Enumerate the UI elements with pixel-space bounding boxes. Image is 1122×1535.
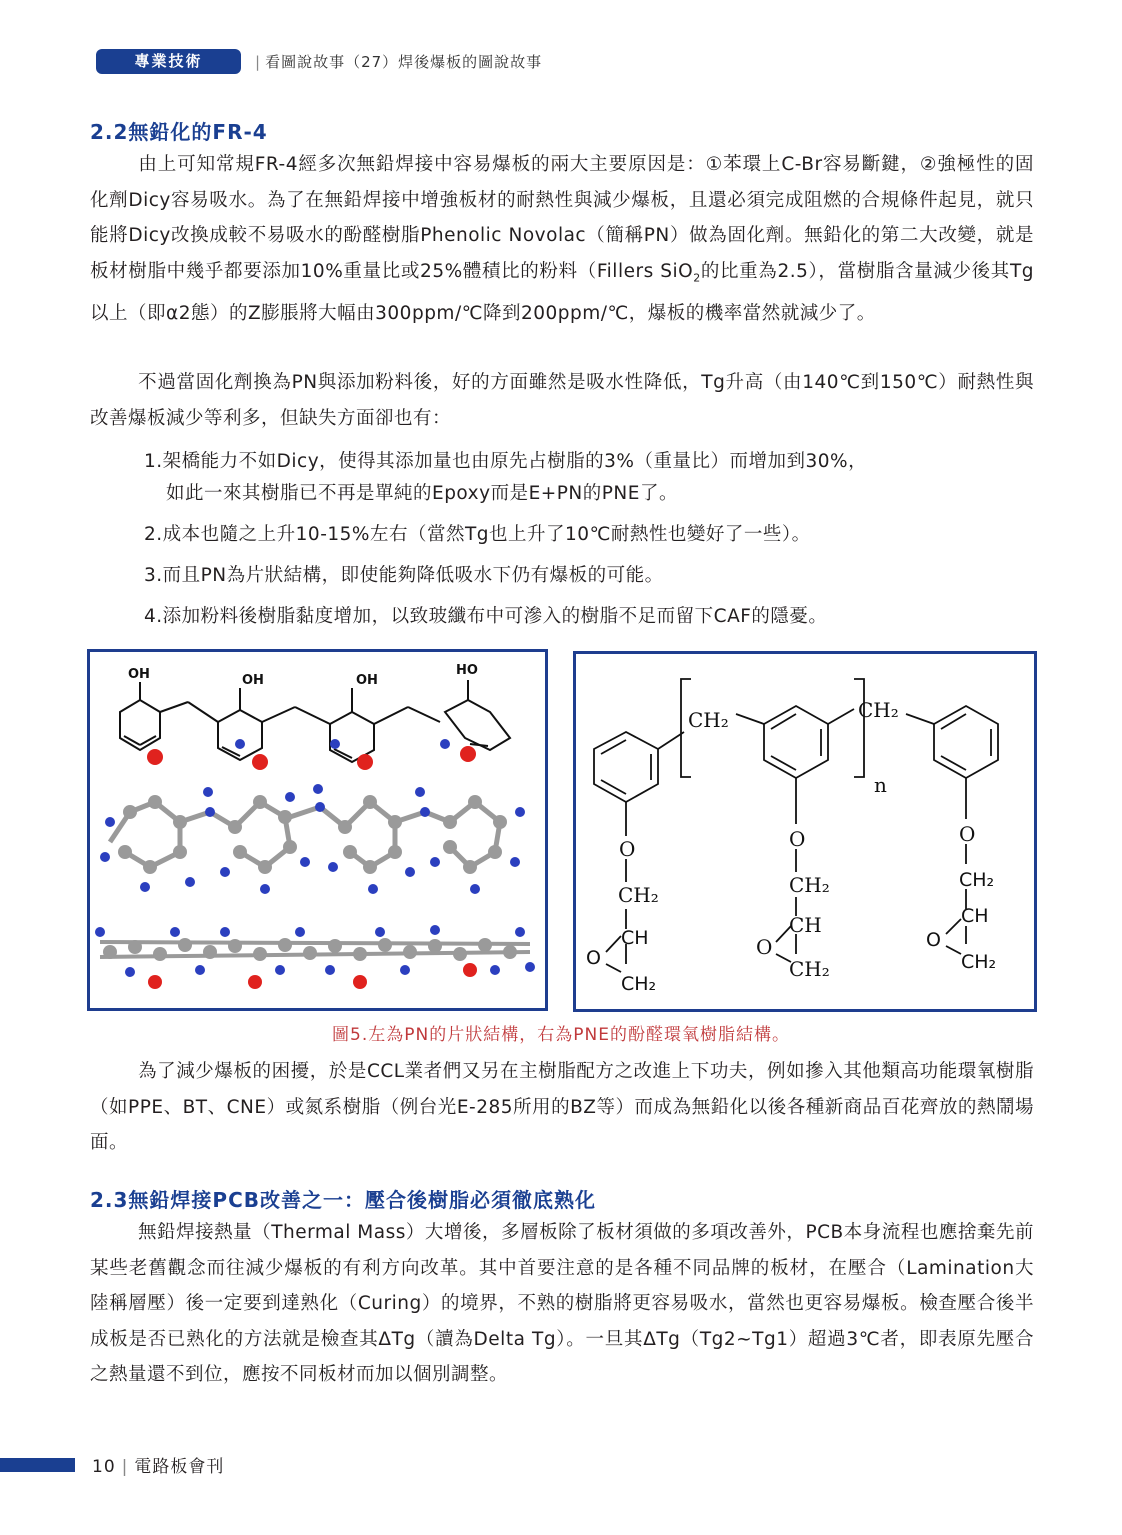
atoms-row-2 [95, 925, 535, 989]
ch-label-2: CH [789, 913, 822, 937]
list-item: 3.而且PN為片狀結構，即使能夠降低吸水下仍有爆板的可能。 [144, 565, 664, 586]
journal-name: 電路板會刊 [134, 1457, 225, 1477]
ch2-label-3: CH₂ [618, 883, 659, 907]
figure-caption: 圖5.左為PN的片狀結構，右為PNE的酚醛環氧樹脂結構。 [332, 1025, 790, 1045]
n-label: n [874, 773, 887, 797]
section-badge: 專業技術 [96, 49, 241, 74]
ch2-label-7: CH₂ [959, 869, 995, 891]
ch2-label-1: CH₂ [688, 708, 729, 732]
atoms-row-1 [100, 739, 525, 894]
o-label-epoxide-1: O [586, 947, 601, 969]
section-2-2-title: 2.2無鉛化的FR-4 [90, 120, 268, 144]
o-label-epoxide-3: O [926, 929, 941, 951]
paragraph-ccl-improvements: 為了減少爆板的困擾，於是CCL業者們又另在主樹脂配方之改進上下功夫，例如摻入其他類高功能環氧樹脂（如PPE、BT、CNE）或氮系樹脂（例台光E-285所用的BZ等）而成為無鉛化以後各種新商品百花齊放的熱鬧場面。 [90, 1061, 1034, 1153]
running-title-text: 看圖說故事（27）焊後爆板的圖說故事 [265, 53, 543, 71]
list-item: 1.架橋能力不如Dicy，使得其添加量也由原先占樹脂的3%（重量比）而增加到30%， 如此一來其樹脂已不再是單純的Epoxy而是E+PN的PNE了。 [144, 451, 868, 504]
ch-label-3: CH [961, 905, 989, 927]
o-label-epoxide-2: O [756, 935, 773, 959]
figure-pn-structure [87, 649, 548, 1011]
section-2-2-paragraph-2: 不過當固化劑換為PN與添加粉料後，好的方面雖然是吸水性降低，Tg升高（由140℃到150℃）耐熱性與改善爆板減少等利多，但缺失方面卻也有： [90, 372, 1034, 429]
section-2-2-paragraph-1: 由上可知常規FR-4經多次無鉛焊接中容易爆板的兩大主要原因是：①苯環上C-Br容易斷鍵，②強極性的固化劑Dicy容易吸水。為了在無鉛焊接中增強板材的耐熱性與減少爆板，且還必須完成阻燃的合規條件起見，就只能將Dicy改換成較不易吸水的酚醛樹脂Phenolic Novolac（簡稱PN）做為固化劑。無鉛化的第二大改變，就是板材樹脂中幾乎都要添加10%重量比或25%體積比的粉料（Fillers SiO$_2$的比重為2.5），當樹脂含量減少後其Tg以上（即α2態）的Z膨脹將大幅由300ppm/℃降到200ppm/℃，爆板的機率當然就減少了。 [90, 154, 1034, 324]
oh-label-2: OH [242, 673, 264, 688]
o-label-1: O [619, 837, 636, 861]
o-label-3: O [959, 822, 976, 846]
ch2-label-2: CH₂ [858, 698, 899, 722]
ch2-label-4: CH₂ [789, 873, 830, 897]
ch2-label-8: CH₂ [961, 951, 997, 973]
oh-label-3: OH [356, 673, 378, 688]
section-2-3-paragraph-1: 無鉛焊接熱量（Thermal Mass）大增後，多層板除了板材須做的多項改善外，PCB本身流程也應捨棄先前某些老舊觀念而往減少爆板的有利方向改革。其中首要注意的是各種不同品牌的板材，在壓合（Lamination大陸稱層壓）後一定要到達熟化（Curing）的境界，不熟的樹脂將更容易吸水，當然也更容易爆板。檢查壓合後半成板是否已熟化的方法就是檢查其ΔTg（讀為Delta Tg）。一旦其ΔTg（Tg2~Tg1）超過3℃者，即表原先壓合之熱量還不到位，應按不同板材而加以個別調整。 [90, 1222, 1034, 1385]
running-title: | 看圖說故事（27）焊後爆板的圖說故事 [255, 53, 543, 71]
drawbacks-list [144, 446, 1034, 642]
section-2-3-title: 2.3無鉛焊接PCB改善之一：壓合後樹脂必須徹底熟化 [90, 1188, 597, 1212]
pne-structure-diagram [576, 654, 1034, 1009]
o-label-2: O [789, 827, 806, 851]
ch2-label-5: CH₂ [789, 957, 830, 981]
page-number: 10 [92, 1457, 116, 1477]
figure-pne-structure [573, 651, 1037, 1012]
list-item: 2.成本也隨之上升10-15%左右（當然Tg也上升了10℃耐熱性也變好了一些）。 [144, 524, 811, 545]
ch-label-1: CH [621, 927, 649, 949]
list-item: 4.添加粉料後樹脂黏度增加，以致玻纖布中可滲入的樹脂不足而留下CAF的隱憂。 [144, 606, 828, 627]
footer: 10 | 電路板會刊 [92, 1457, 225, 1477]
ch2-label-6: CH₂ [621, 973, 657, 995]
footer-bar [0, 1458, 75, 1472]
pn-molecule-diagram [90, 652, 545, 1008]
ho-label-4: HO [456, 663, 478, 678]
oh-label-1: OH [128, 667, 150, 682]
